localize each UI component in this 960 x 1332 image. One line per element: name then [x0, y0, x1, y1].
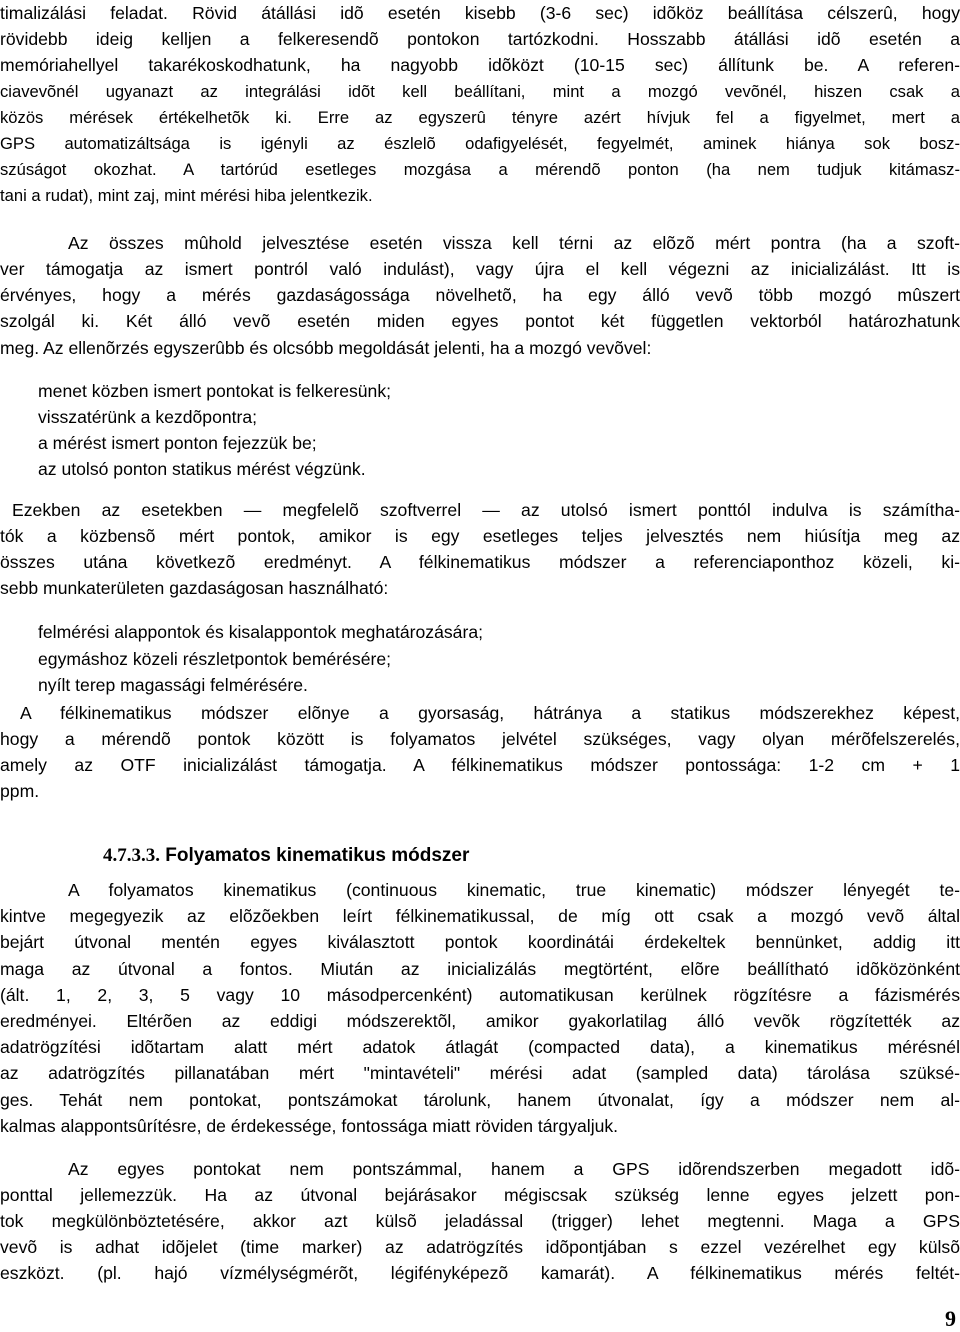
text-line: bejárt útvonal mentén egyes kiválasztott pontok koordinátái érdekeltek bennünket, addig itt — [0, 932, 960, 952]
text-line: közös mérések értékelhetõk ki. Erre az egyszerû tényre azért hívjuk fel a figyelmet, mert a — [0, 108, 960, 127]
list-item: egymáshoz közeli részletpontok bemérésére; — [38, 649, 392, 669]
text-line: ppm. — [0, 781, 40, 801]
text-line: Az összes mûhold jelvesztése esetén vissza kell térni az elõzõ mért pontra (ha a szoft- — [68, 233, 960, 253]
text-line: sebb munkaterületen gazdaságosan használható: — [0, 578, 389, 598]
text-line: amely az OTF inicializálást támogatja. A félkinematikus módszer pontossága: 1-2 cm + 1 — [0, 755, 960, 775]
text-line: érvényes, hogy a mérés gazdaságossága növelhetõ, ha egy álló vevõ több mozgó mûszert — [0, 285, 960, 305]
text-line: Ezekben az esetekben — megfelelõ szoftverrel — az utolsó ismert ponttól indulva is számítha- — [12, 500, 960, 520]
list-item: nyílt terep magassági felmérésére. — [38, 675, 308, 695]
text-line: ges. Tehát nem pontokat, pontszámokat tárolunk, hanem útvonalat, így a módszer nem al- — [0, 1090, 960, 1110]
text-line: ver támogatja az ismert pontról való indulást), vagy újra el kell végezni az inicializálást. Itt is — [0, 259, 960, 279]
text-line: kintve megegyezik az elõzõekben leírt félkinematikussal, de míg ott csak a mozgó vevõ által — [0, 906, 960, 926]
text-line: tok megkülönböztetésére, akkor azt külsõ jeladással (trigger) lehet megtenni. Maga a GPS — [0, 1211, 960, 1231]
text-line: kalmas alappontsûrítésre, de érdekessége, fontossága miatt röviden tárgyaljuk. — [0, 1116, 619, 1136]
list-item: az utolsó ponton statikus mérést végzünk. — [38, 459, 366, 479]
text-line: eszközt. (pl. hajó vízmélységmérõt, légifényképezõ kamarát). A félkinematikus mérés feltét- — [0, 1263, 960, 1283]
text-line: A félkinematikus módszer elõnye a gyorsaság, hátránya a statikus módszerekhez képest, — [20, 703, 960, 723]
text-line: (ált. 1, 2, 3, 5 vagy 10 másodpercenként) automatikusan kerülnek rögzítésre a fázismérés — [0, 985, 960, 1005]
text-line: Az egyes pontokat nem pontszámmal, hanem a GPS idõrendszerben megadott idõ- — [68, 1159, 960, 1179]
text-line: timalizálási feladat. Rövid átállási idõ esetén kisebb (3-6 sec) idõköz beállítása célszerû, hogy — [0, 3, 960, 23]
text-line: szolgál ki. Két álló vevõ esetén miden egyes pontot két független vektorból határozhatunk — [0, 311, 960, 331]
list-item: felmérési alappontok és kisalappontok meghatározására; — [38, 622, 483, 642]
section-title: Folyamatos kinematikus módszer — [165, 845, 470, 866]
text-line: rövidebb ideig kelljen a felkeresendõ pontokon tartózkodni. Hosszabb átállási idõ esetén a — [0, 29, 960, 49]
text-line: ciavevõnél ugyanazt az integrálási idõt kell beállítani, mint a mozgó vevõnél, hiszen csak a — [0, 82, 960, 101]
text-line: memóriahellyel takarékoskodhatunk, ha nagyobb idõközt (10-15 sec) állítunk be. A referen- — [0, 55, 960, 75]
text-line: az adatrögzítés pillanatában mért "mintavételi" mérési adat (sampled data) tárolása szüksé- — [0, 1063, 960, 1083]
list-item: a mérést ismert ponton fejezzük be; — [38, 433, 317, 453]
text-line: maga az útvonal a fontos. Miután az inicializálás megtörtént, elõre beállítható idõközönként — [0, 959, 960, 979]
text-line: vevõ is adhat idõjelet (time marker) az adatrögzítés idõpontjában s ezzel vezérelhet egy külsõ — [0, 1237, 960, 1257]
list-item: visszatérünk a kezdõpontra; — [38, 407, 258, 427]
list-item: menet közben ismert pontokat is felkeresünk; — [38, 381, 392, 401]
text-line: GPS automatizáltsága is igényli az észlelõ odafigyelését, fegyelmét, aminek hiánya sok bosz- — [0, 134, 960, 153]
text-line: A folyamatos kinematikus (continuous kinematic, true kinematic) módszer lényegét te- — [68, 880, 960, 900]
text-line: hogy a mérendõ pontok között is folyamatos jelvétel szükséges, vagy olyan mérõfelszerelés, — [0, 729, 960, 749]
text-line: eredményei. Eltérõen az eddigi módszerektõl, amikor gyakorlatilag álló vevõk rögzítették az — [0, 1011, 960, 1031]
text-line: adatrögzítési idõtartam alatt mért adatok átlagát (compacted data), a kinematikus mérésnél — [0, 1037, 960, 1057]
text-line: szúságot okozhat. A tartórúd esetleges mozgása a mérendõ ponton (ha nem tudjuk kitámasz- — [0, 160, 960, 179]
text-line: tani a rudat), mint zaj, mint mérési hiba jelentkezik. — [0, 186, 373, 205]
page-number: 9 — [945, 1306, 956, 1331]
text-line: tók a közbensõ mért pontok, amikor is egy esetleges teljes jelvesztés nem hiúsítja meg az — [0, 526, 960, 546]
text-line: ponttal jellemezzük. Ha az útvonal bejárásakor mégiscsak szükség lenne egyes jelzett pon- — [0, 1185, 960, 1205]
section-number: 4.7.3.3. — [103, 845, 160, 866]
text-line: meg. Az ellenõrzés egyszerûbb és olcsóbb megoldását jelenti, ha a mozgó vevõvel: — [0, 338, 652, 358]
text-line: összes utána következõ eredményt. A félkinematikus módszer a referenciaponthoz közeli, ki- — [0, 552, 960, 572]
section-heading — [103, 843, 469, 869]
